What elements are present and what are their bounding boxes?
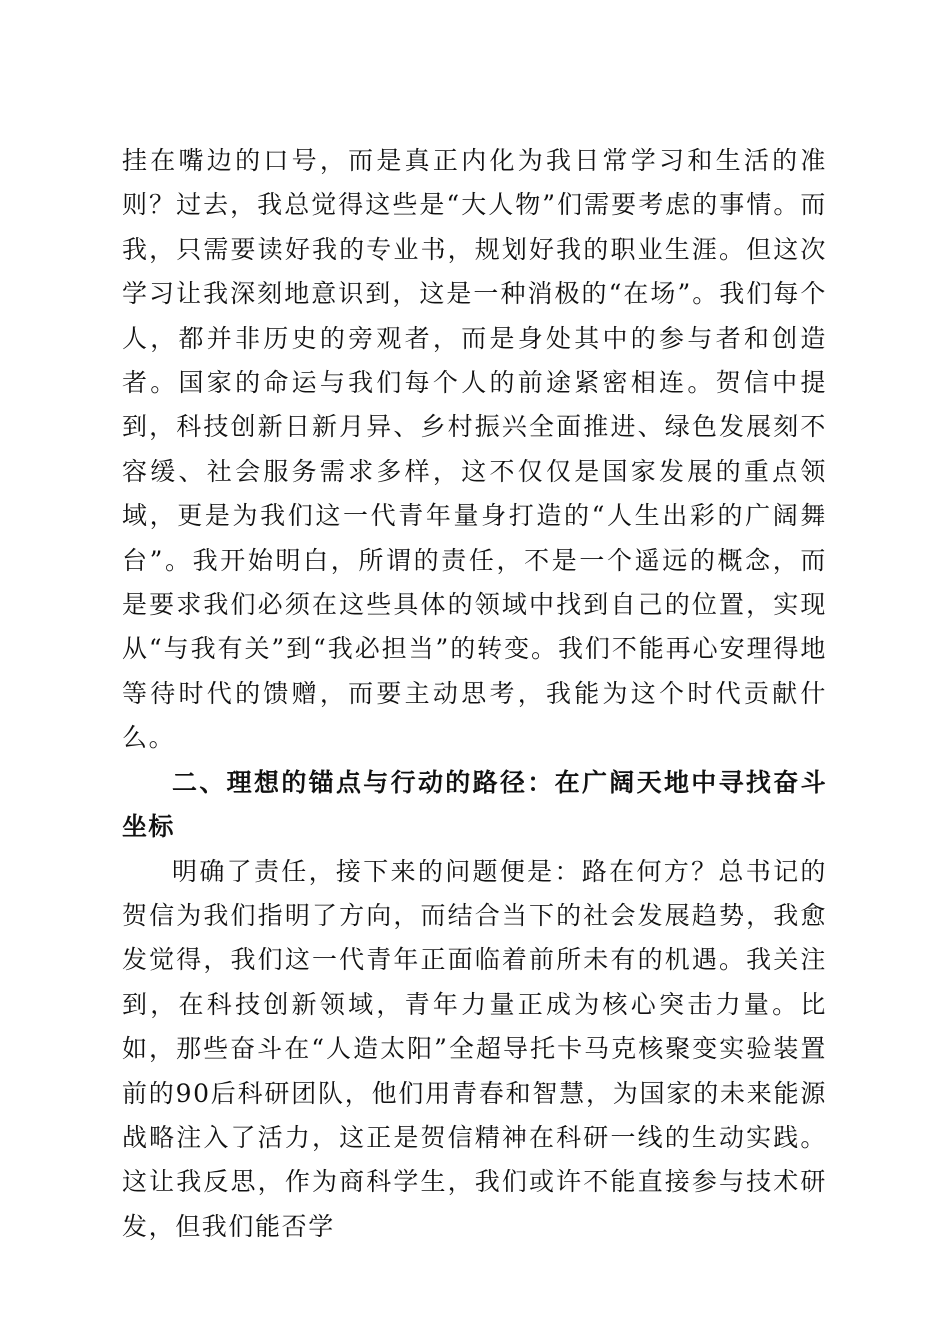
body-paragraph: 明确了责任，接下来的问题便是：路在何方？总书记的贺信为我们指明了方向，而结合当下的社会发展趋势，我愈发觉得，我们这一代青年正面临着前所未有的机遇。我关注到，在科技创新领域，青年力量正成为核心突击力量。比如，那些奋斗在“人造太阳”全超导托卡马克核聚变实验装置前的90后科研团队，他们用青春和智慧，为国家的未来能源战略注入了活力，这正是贺信精神在科研一线的生动实践。这让我反思，作为商科学生，我们或许不能直接参与技术研发，但我们能否学 [122,856,827,1241]
section-heading: 二、理想的锚点与行动的路径：在广阔天地中寻找奋斗坐标 [122,767,827,842]
document-body [122,139,827,1249]
body-paragraph: 挂在嘴边的口号，而是真正内化为我日常学习和生活的准则？过去，我总觉得这些是“大人物”们需要考虑的事情。而我，只需要读好我的专业书，规划好我的职业生涯。但这次学习让我深刻地意识到，这是一种消极的“在场”。我们每个人，都并非历史的旁观者，而是身处其中的参与者和创造者。国家的命运与我们每个人的前途紧密相连。贺信中提到，科技创新日新月异、乡村振兴全面推进、绿色发展刻不容缓、社会服务需求多样，这不仅仅是国家发展的重点领域，更是为我们这一代青年量身打造的“人生出彩的广阔舞台”。我开始明白，所谓的责任，不是一个遥远的概念，而是要求我们必须在这些具体的领域中找到自己的位置，实现从“与我有关”到“我必担当”的转变。我们不能再心安理得地等待时代的馈赠，而要主动思考，我能为这个时代贡献什么。 [122,146,827,753]
